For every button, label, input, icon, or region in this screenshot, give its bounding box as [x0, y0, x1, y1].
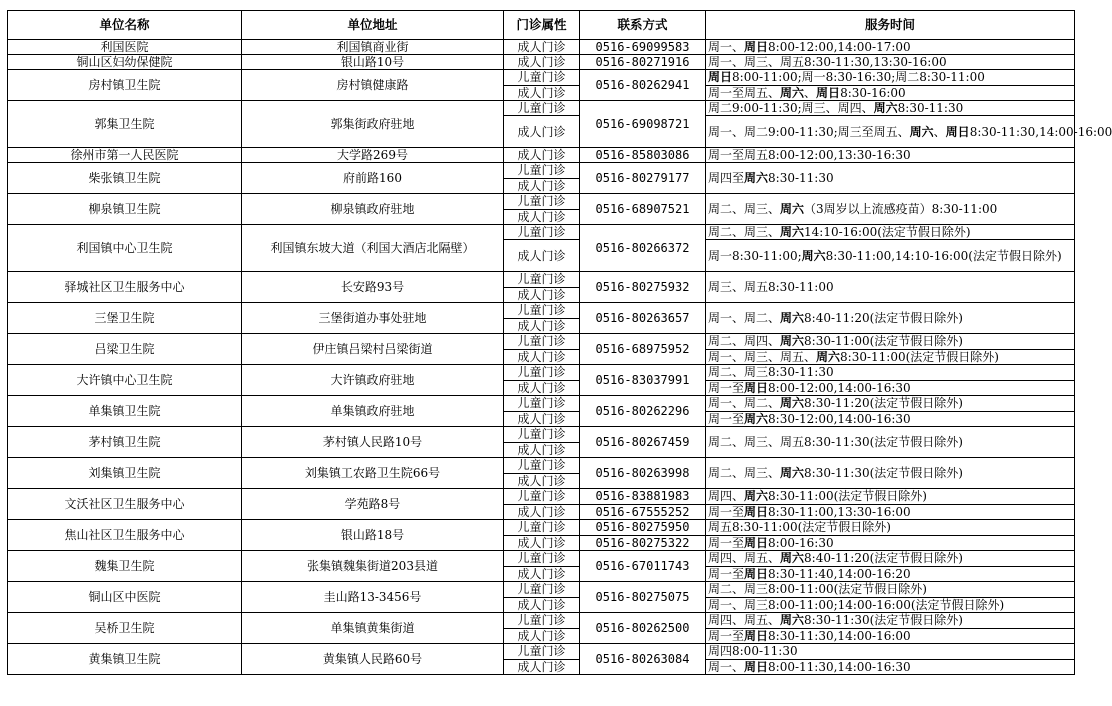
- unit-address: 三堡街道办事处驻地: [242, 303, 504, 334]
- clinic-type: 儿童门诊: [504, 365, 580, 381]
- service-time: 周一至周五8:00-12:00,13:30-16:30: [706, 148, 1075, 163]
- service-time: 周一至周六8:30-12:00,14:00-16:30: [706, 411, 1075, 427]
- clinic-type: 成人门诊: [504, 40, 580, 55]
- phone-number: 0516-83037991: [580, 365, 706, 396]
- service-time: 周四、周五、周六8:40-11:20(法定节假日除外): [706, 551, 1075, 567]
- phone-number: 0516-80275322: [580, 535, 706, 551]
- clinic-type: 儿童门诊: [504, 520, 580, 536]
- unit-address: 利国镇东坡大道（利国大酒店北隔壁）: [242, 225, 504, 272]
- phone-number: 0516-68907521: [580, 194, 706, 225]
- service-time: 周一、周三、周五、周六8:30-11:00(法定节假日除外): [706, 349, 1075, 365]
- clinic-type: 儿童门诊: [504, 334, 580, 350]
- unit-address: 柳泉镇政府驻地: [242, 194, 504, 225]
- clinic-type: 成人门诊: [504, 659, 580, 675]
- phone-number: 0516-80263084: [580, 644, 706, 675]
- table-row: [8, 427, 1075, 443]
- table-row: [8, 365, 1075, 381]
- service-time: 周一、周二、周六8:40-11:20(法定节假日除外): [706, 303, 1075, 334]
- clinic-type: 儿童门诊: [504, 427, 580, 443]
- service-time: 周一、周二、周六8:30-11:20(法定节假日除外): [706, 396, 1075, 412]
- clinic-type: 成人门诊: [504, 442, 580, 458]
- clinic-type: 成人门诊: [504, 535, 580, 551]
- clinic-type: 成人门诊: [504, 566, 580, 582]
- unit-name: 黄集镇卫生院: [8, 644, 242, 675]
- table-row: [8, 163, 1075, 179]
- phone-number: 0516-68975952: [580, 334, 706, 365]
- unit-address: 银山路18号: [242, 520, 504, 551]
- service-time: 周三、周五8:30-11:00: [706, 272, 1075, 303]
- phone-number: 0516-67011743: [580, 551, 706, 582]
- phone-number: 0516-80263657: [580, 303, 706, 334]
- unit-address: 学苑路8号: [242, 489, 504, 520]
- header-address: 单位地址: [242, 11, 504, 40]
- table-row: [8, 582, 1075, 598]
- service-time: 周二、周三、周六8:30-11:30(法定节假日除外): [706, 458, 1075, 489]
- table-row: [8, 520, 1075, 536]
- unit-name: 魏集卫生院: [8, 551, 242, 582]
- clinic-type: 成人门诊: [504, 504, 580, 520]
- phone-number: 0516-83881983: [580, 489, 706, 505]
- unit-name: 茅村镇卫生院: [8, 427, 242, 458]
- header-service: 服务时间: [706, 11, 1075, 40]
- table-row: [8, 458, 1075, 474]
- unit-address: 单集镇政府驻地: [242, 396, 504, 427]
- unit-name: 铜山区妇幼保健院: [8, 55, 242, 70]
- clinic-schedule-table: [7, 10, 1112, 675]
- unit-name: 大许镇中心卫生院: [8, 365, 242, 396]
- unit-address: 大学路269号: [242, 148, 504, 163]
- phone-number: 0516-67555252: [580, 504, 706, 520]
- clinic-type: 儿童门诊: [504, 303, 580, 319]
- table-row: [8, 225, 1075, 240]
- service-time: 周一、周日8:00-11:30,14:00-16:30: [706, 659, 1075, 675]
- unit-address: 房村镇健康路: [242, 70, 504, 101]
- unit-name: 柴张镇卫生院: [8, 163, 242, 194]
- service-time: 周一至周日8:30-11:30,14:00-16:00: [706, 628, 1075, 644]
- clinic-type: 成人门诊: [504, 597, 580, 613]
- phone-number: 0516-80262941: [580, 70, 706, 101]
- service-time: 周一至周日8:30-11:00,13:30-16:00: [706, 504, 1075, 520]
- unit-address: 长安路93号: [242, 272, 504, 303]
- unit-address: 张集镇魏集街道203县道: [242, 551, 504, 582]
- unit-name: 徐州市第一人民医院: [8, 148, 242, 163]
- service-time: 周一、周日8:00-12:00,14:00-17:00: [706, 40, 1075, 55]
- clinic-type: 成人门诊: [504, 85, 580, 101]
- phone-number: 0516-80275950: [580, 520, 706, 536]
- phone-number: 0516-80275075: [580, 582, 706, 613]
- table-row: [8, 272, 1075, 288]
- clinic-type: 儿童门诊: [504, 396, 580, 412]
- unit-name: 利国镇中心卫生院: [8, 225, 242, 272]
- service-time: 周一至周日8:30-11:40,14:00-16:20: [706, 566, 1075, 582]
- service-time: 周二、周四、周六8:30-11:00(法定节假日除外): [706, 334, 1075, 350]
- clinic-type: 成人门诊: [504, 55, 580, 70]
- table-row: [8, 644, 1075, 660]
- service-time: 周一至周五、周六、周日8:30-16:00: [706, 85, 1075, 101]
- table-row: [8, 55, 1075, 70]
- header-name: 单位名称: [8, 11, 242, 40]
- unit-address: 大许镇政府驻地: [242, 365, 504, 396]
- table-row: [8, 396, 1075, 412]
- clinic-type: 儿童门诊: [504, 551, 580, 567]
- clinic-type: 儿童门诊: [504, 458, 580, 474]
- unit-name: 铜山区中医院: [8, 582, 242, 613]
- table-row: [8, 551, 1075, 567]
- unit-address: 银山路10号: [242, 55, 504, 70]
- unit-name: 柳泉镇卫生院: [8, 194, 242, 225]
- service-time: 周二、周三、周六14:10-16:00(法定节假日除外): [706, 225, 1075, 240]
- phone-number: 0516-80275932: [580, 272, 706, 303]
- service-time: 周四、周五、周六8:30-11:30(法定节假日除外): [706, 613, 1075, 629]
- unit-name: 文沃社区卫生服务中心: [8, 489, 242, 520]
- unit-address: 刘集镇工农路卫生院66号: [242, 458, 504, 489]
- unit-address: 单集镇黄集街道: [242, 613, 504, 644]
- service-time: 周一至周日8:00-12:00,14:00-16:30: [706, 380, 1075, 396]
- clinic-type: 儿童门诊: [504, 582, 580, 598]
- phone-number: 0516-80262500: [580, 613, 706, 644]
- clinic-type: 成人门诊: [504, 473, 580, 489]
- header-phone: 联系方式: [580, 11, 706, 40]
- phone-number: 0516-80262296: [580, 396, 706, 427]
- phone-number: 0516-69099583: [580, 40, 706, 55]
- service-time: 周四至周六8:30-11:30: [706, 163, 1075, 194]
- phone-number: 0516-80279177: [580, 163, 706, 194]
- table-row: [8, 101, 1075, 116]
- service-time: 周日8:00-11:00;周一8:30-16:30;周二8:30-11:00: [706, 70, 1075, 86]
- service-time: 周二、周三8:00-11:00(法定节假日除外): [706, 582, 1075, 598]
- unit-address: 伊庄镇吕梁村吕梁街道: [242, 334, 504, 365]
- unit-name: 利国医院: [8, 40, 242, 55]
- unit-name: 吴桥卫生院: [8, 613, 242, 644]
- table-row: [8, 40, 1075, 55]
- phone-number: 0516-80263998: [580, 458, 706, 489]
- clinic-type: 儿童门诊: [504, 272, 580, 288]
- clinic-type: 儿童门诊: [504, 101, 580, 116]
- service-time: 周二、周三8:30-11:30: [706, 365, 1075, 381]
- table-row: [8, 194, 1075, 210]
- unit-address: 茅村镇人民路10号: [242, 427, 504, 458]
- phone-number: 0516-85803086: [580, 148, 706, 163]
- service-time: 周四8:00-11:30: [706, 644, 1075, 660]
- phone-number: 0516-80271916: [580, 55, 706, 70]
- service-time: 周一、周三8:00-11:00;14:00-16:00(法定节假日除外): [706, 597, 1075, 613]
- unit-name: 焦山社区卫生服务中心: [8, 520, 242, 551]
- clinic-type: 成人门诊: [504, 287, 580, 303]
- service-time: 周二9:00-11:30;周三、周四、周六8:30-11:30: [706, 101, 1075, 116]
- clinic-type: 儿童门诊: [504, 613, 580, 629]
- table-row: [8, 613, 1075, 629]
- service-time: 周二、周三、周六（3周岁以上流感疫苗）8:30-11:00: [706, 194, 1075, 225]
- clinic-type: 成人门诊: [504, 148, 580, 163]
- unit-name: 郭集卫生院: [8, 101, 242, 148]
- clinic-type: 成人门诊: [504, 178, 580, 194]
- clinic-type: 成人门诊: [504, 411, 580, 427]
- service-time: 周一、周三、周五8:30-11:30,13:30-16:00: [706, 55, 1075, 70]
- table-row: [8, 148, 1075, 163]
- service-time: 周四、周六8:30-11:00(法定节假日除外): [706, 489, 1075, 505]
- clinic-type: 儿童门诊: [504, 489, 580, 505]
- unit-address: 利国镇商业街: [242, 40, 504, 55]
- unit-name: 驿城社区卫生服务中心: [8, 272, 242, 303]
- unit-name: 房村镇卫生院: [8, 70, 242, 101]
- clinic-type: 成人门诊: [504, 628, 580, 644]
- clinic-type: 儿童门诊: [504, 163, 580, 179]
- phone-number: 0516-80267459: [580, 427, 706, 458]
- table-row: [8, 303, 1075, 319]
- unit-address: 府前路160: [242, 163, 504, 194]
- unit-address: 郭集街政府驻地: [242, 101, 504, 148]
- clinic-type: 儿童门诊: [504, 644, 580, 660]
- service-time: 周一、周二9:00-11:30;周三至周五、周六、周日8:30-11:30,14:00-16:00: [706, 116, 1075, 148]
- clinic-type: 儿童门诊: [504, 70, 580, 86]
- table-row: [8, 70, 1075, 86]
- unit-name: 三堡卫生院: [8, 303, 242, 334]
- header-row: [8, 11, 1075, 40]
- phone-number: 0516-69098721: [580, 101, 706, 148]
- clinic-type: 成人门诊: [504, 116, 580, 148]
- table-row: [8, 489, 1075, 505]
- unit-address: 圭山路13-3456号: [242, 582, 504, 613]
- service-time: 周一至周日8:00-16:30: [706, 535, 1075, 551]
- unit-name: 吕梁卫生院: [8, 334, 242, 365]
- clinic-type: 成人门诊: [504, 209, 580, 225]
- phone-number: 0516-80266372: [580, 225, 706, 272]
- service-time: 周五8:30-11:00(法定节假日除外): [706, 520, 1075, 536]
- unit-name: 刘集镇卫生院: [8, 458, 242, 489]
- clinic-type: 儿童门诊: [504, 194, 580, 210]
- clinic-type: 成人门诊: [504, 240, 580, 272]
- unit-address: 黄集镇人民路60号: [242, 644, 504, 675]
- service-time: 周二、周三、周五8:30-11:30(法定节假日除外): [706, 427, 1075, 458]
- service-time: 周一8:30-11:00;周六8:30-11:00,14:10-16:00(法定节假日除外): [706, 240, 1075, 272]
- unit-name: 单集镇卫生院: [8, 396, 242, 427]
- header-type: 门诊属性: [504, 11, 580, 40]
- clinic-type: 成人门诊: [504, 349, 580, 365]
- clinic-type: 儿童门诊: [504, 225, 580, 240]
- clinic-type: 成人门诊: [504, 318, 580, 334]
- clinic-type: 成人门诊: [504, 380, 580, 396]
- table-row: [8, 334, 1075, 350]
